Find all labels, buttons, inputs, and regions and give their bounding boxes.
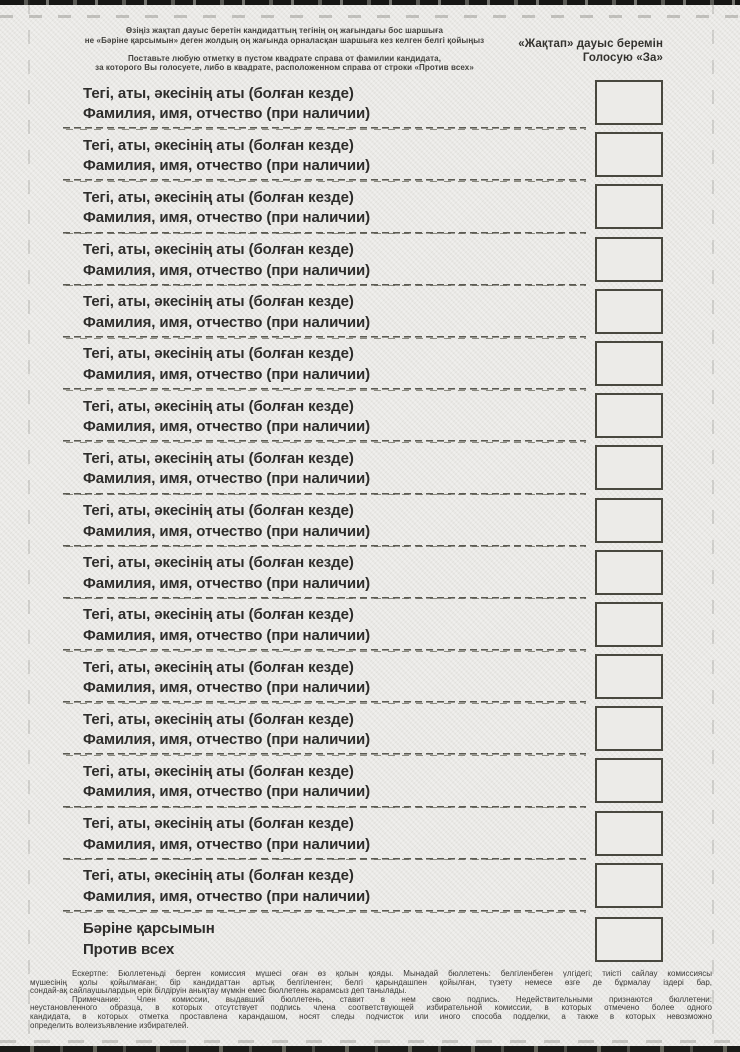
footnote-kazakh-line: Ескертпе: Бюллетеньді берген комиссия мүшесі оған өз қолын қояды. Мынадай бюллетень: белгіленбеген үлгідегі; тиісті сайлау комиссиясы [72, 969, 712, 978]
candidate-label-kk: Тегі, аты, әкесінің аты (болған кезде) [83, 241, 354, 259]
vote-checkbox[interactable] [595, 550, 663, 595]
candidate-label [83, 136, 370, 177]
footnote-kazakh [30, 970, 712, 996]
candidate-row [62, 758, 663, 810]
candidate-label [83, 188, 370, 229]
candidate-label-ru: Фамилия, имя, отчество (при наличии) [83, 887, 371, 905]
candidate-label-kk: Тегі, аты, әкесінің аты (болған кезде) [83, 84, 354, 102]
candidate-label-kk: Тегі, аты, әкесінің аты (болған кезде) [83, 502, 354, 519]
candidate-row [62, 550, 663, 602]
vote-checkbox[interactable] [595, 445, 663, 490]
row-separator-line [63, 388, 586, 391]
vote-checkbox[interactable] [595, 132, 663, 177]
footnote-russian [30, 996, 712, 1030]
vote-checkbox[interactable] [595, 498, 663, 543]
footnote-kazakh-line: сондай-ақ сайлаушылардың ерік білдіруін анықтау мүмкін емес бюллетень жарамсыз деп танылады. [30, 986, 407, 996]
vote-checkbox[interactable] [595, 341, 663, 386]
candidate-label-kk: Тегі, аты, әкесінің аты (болған кезде) [83, 606, 354, 624]
candidate-label-ru: Фамилия, имя, отчество (при наличии) [83, 731, 371, 749]
candidate-label [83, 866, 370, 907]
vote-checkbox[interactable] [595, 237, 663, 282]
candidate-row [62, 393, 663, 445]
candidate-row [62, 811, 663, 863]
row-separator-line [63, 910, 586, 913]
instruction-russian [62, 54, 507, 74]
perforation-edge-bottom-secondary [0, 1040, 740, 1043]
vote-checkbox[interactable] [595, 289, 663, 334]
candidate-row [62, 445, 663, 497]
candidate-label-kk: Тегі, аты, әкесінің аты (болған кезде) [83, 815, 354, 833]
candidate-label-ru: Фамилия, имя, отчество (при наличии) [83, 522, 371, 540]
candidate-label [83, 240, 370, 281]
vote-checkbox[interactable] [595, 758, 663, 803]
candidate-row [62, 184, 663, 236]
candidate-row [62, 602, 663, 654]
footnote-russian-line: кандидата, в которых отметка проставлена карандашом, носят следы подчисток или иного способа подделки, а также в которых невозможно [30, 1011, 712, 1021]
row-separator-line [63, 179, 586, 182]
candidate-label-kk: Тегі, аты, әкесінің аты (болған кезде) [83, 449, 354, 467]
candidate-label-ru: Фамилия, имя, отчество (при наличии) [83, 835, 371, 853]
against-all-label-ru: Против всех [83, 940, 175, 958]
candidate-label-ru: Фамилия, имя, отчество (при наличии) [83, 313, 371, 331]
candidate-row [62, 654, 663, 706]
candidate-label [83, 762, 370, 803]
candidate-label [83, 814, 370, 855]
instruction-russian-line1: Поставьте любую отметку в пустом квадрате справа от фамилии кандидата, [127, 53, 442, 63]
vote-checkbox[interactable] [595, 393, 663, 438]
row-separator-line [63, 753, 586, 756]
row-separator-line [63, 806, 586, 809]
candidate-row [62, 341, 663, 393]
row-separator-line [63, 545, 586, 548]
vote-checkbox[interactable] [595, 811, 663, 856]
candidate-label-ru: Фамилия, имя, отчество (при наличии) [83, 626, 371, 644]
instruction-kazakh-line2: не «Бәріне қарсымын» деген жолдың оң жағында орналасқан шаршыға кез келген белгі қойыңыз [84, 35, 485, 45]
perforation-edge-left [28, 0, 30, 1052]
candidate-label-kk: Тегі, аты, әкесінің аты (болған кезде) [83, 136, 354, 154]
candidate-list [62, 80, 663, 915]
instruction-kazakh [62, 26, 507, 46]
candidate-label [83, 553, 370, 594]
row-separator-line [63, 701, 586, 704]
candidate-label-ru: Фамилия, имя, отчество (при наличии) [83, 365, 371, 383]
row-separator-line [63, 440, 586, 443]
candidate-label-ru: Фамилия, имя, отчество (при наличии) [83, 418, 371, 436]
candidate-label [83, 658, 370, 699]
candidate-label-ru: Фамилия, имя, отчество (при наличии) [83, 574, 371, 592]
vote-for-heading [518, 37, 663, 65]
candidate-label [83, 605, 370, 646]
vote-checkbox[interactable] [595, 706, 663, 751]
row-separator-line [63, 858, 586, 861]
candidate-label-kk: Тегі, аты, әкесінің аты (болған кезде) [83, 345, 354, 363]
instruction-russian-line2: за которого Вы голосуете, либо в квадрате, расположенном справа от строки «Против всех» [95, 63, 474, 73]
candidate-label-kk: Тегі, аты, әкесінің аты (болған кезде) [83, 710, 354, 728]
candidate-label-kk: Тегі, аты, әкесінің аты (болған кезде) [83, 867, 354, 885]
ballot-instructions [62, 26, 507, 73]
row-separator-line [63, 336, 586, 339]
candidate-label-ru: Фамилия, имя, отчество (при наличии) [83, 470, 371, 488]
candidate-label-ru: Фамилия, имя, отчество (при наличии) [83, 261, 371, 279]
candidate-label-kk: Тегі, аты, әкесінің аты (болған кезде) [83, 397, 354, 415]
ballot-footnote [30, 970, 712, 1030]
candidate-label [83, 710, 370, 751]
candidate-label [83, 449, 370, 490]
candidate-label-ru: Фамилия, имя, отчество (при наличии) [83, 209, 371, 227]
footnote-kazakh-line: мүшесінің қолы қойылмаған; бір кандидаттан артық белгіленген; белгі қарындашпен қойылған, түзету немесе өзге де бұрмалау іздері бар, [30, 977, 712, 987]
candidate-label [83, 397, 370, 438]
vote-checkbox[interactable] [595, 80, 663, 125]
candidate-label-kk: Тегі, аты, әкесінің аты (болған кезде) [83, 554, 354, 572]
row-separator-line [63, 597, 586, 600]
vote-checkbox[interactable] [595, 654, 663, 699]
row-separator-line [63, 232, 586, 235]
candidate-row [62, 498, 663, 550]
candidate-label [83, 292, 370, 333]
footnote-russian-line: определить волеизъявление избирателей. [30, 1020, 189, 1030]
perforation-edge-top-secondary [0, 15, 740, 18]
candidate-label-ru: Фамилия, имя, отчество (при наличии) [83, 679, 371, 697]
candidate-label [83, 84, 370, 125]
against-all-row [62, 915, 663, 965]
instruction-kazakh-line1: Өзіңіз жақтап дауыс беретін кандидаттың тегінің оң жағындағы бос шаршыға [125, 26, 444, 35]
candidate-label-ru: Фамилия, имя, отчество (при наличии) [83, 105, 371, 122]
candidate-row [62, 863, 663, 915]
candidate-row [62, 132, 663, 184]
footnote-russian-line: неустановленного образца, в которых отсутствует подпись члена соответствующей избирательной комиссии, в которых отмечено более одного [30, 1003, 712, 1013]
candidate-label-kk: Тегі, аты, әкесінің аты (болған кезде) [83, 658, 354, 676]
row-separator-line [63, 284, 586, 287]
candidate-row [62, 237, 663, 289]
candidate-row [62, 706, 663, 758]
against-all-checkbox[interactable] [595, 917, 663, 962]
perforation-edge-right [712, 0, 714, 1052]
row-separator-line [63, 649, 586, 652]
candidate-label-kk: Тегі, аты, әкесінің аты (болған кезде) [83, 188, 354, 206]
candidate-row [62, 80, 663, 132]
vote-checkbox[interactable] [595, 602, 663, 647]
vote-checkbox[interactable] [595, 184, 663, 229]
candidate-label-ru: Фамилия, имя, отчество (при наличии) [83, 157, 371, 175]
perforation-edge-top [0, 0, 740, 5]
vote-for-heading-ru: Голосую «За» [582, 52, 663, 64]
footnote-russian-line: Примечание: Член комиссии, выдавший бюллетень, ставит в нем свою подпись. Недействительными признаются бюллетени: [72, 994, 712, 1004]
row-separator-line [63, 127, 586, 130]
candidate-row [62, 289, 663, 341]
vote-checkbox[interactable] [595, 863, 663, 908]
against-all-label [83, 919, 215, 960]
vote-for-heading-kk: «Жақтап» дауыс беремін [518, 38, 663, 50]
against-all-label-kk: Бәріне қарсымын [83, 920, 215, 937]
candidate-label-kk: Тегі, аты, әкесінің аты (болған кезде) [83, 762, 354, 780]
candidate-label-kk: Тегі, аты, әкесінің аты (болған кезде) [83, 293, 354, 311]
row-separator-line [63, 493, 586, 496]
candidate-label-ru: Фамилия, имя, отчество (при наличии) [83, 783, 371, 801]
candidate-label [83, 501, 370, 542]
candidate-label [83, 344, 370, 385]
perforation-edge-bottom [0, 1046, 740, 1052]
